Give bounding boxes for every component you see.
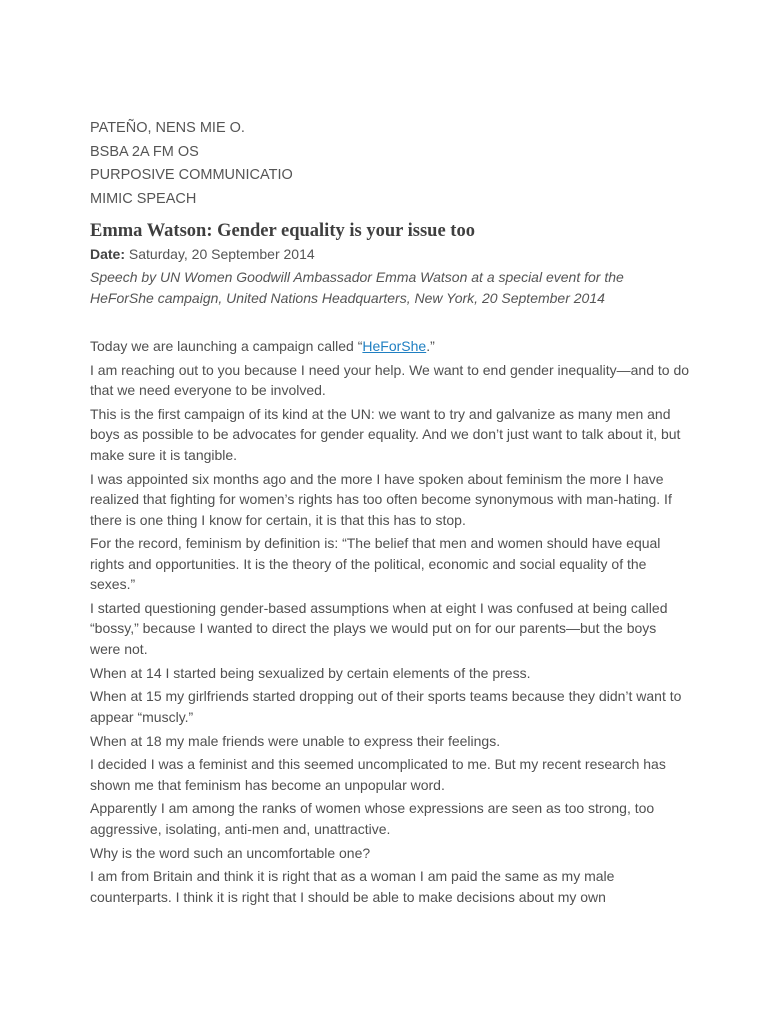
- document-page: [90, 117, 690, 910]
- paragraph: Why is the word such an uncomfortable one?: [90, 844, 371, 861]
- paragraph-prefix: Today we are launching a campaign called “: [90, 338, 363, 354]
- student-name: PATEÑO, NENS MIE O.: [90, 120, 245, 136]
- paragraph: This is the first campaign of its kind at the UN: we want to try and galvanize as many men and boys as possible to be advocates for gender equality. And we don’t just want to talk about it, but make sure it is tangible.: [90, 405, 681, 463]
- date-value: Saturday, 20 September 2014: [128, 246, 315, 262]
- paragraph: Apparently I am among the ranks of women whose expressions are seen as too strong, too aggressive, isolating, anti-men and, unattractive.: [90, 800, 655, 837]
- student-header: [90, 117, 690, 211]
- paragraph: When at 15 my girlfriends started dropping out of their sports teams because they didn’t want to appear “muscly.”: [90, 688, 682, 725]
- paragraph: [90, 336, 690, 357]
- article-date: [90, 244, 690, 264]
- paragraph: I decided I was a feminist and this seemed uncomplicated to me. But my recent research has shown me that feminism has become an unpopular word.: [90, 756, 666, 793]
- subject-name: PURPOSIVE COMMUNICATIO: [90, 167, 293, 183]
- paragraph: When at 14 I started being sexualized by certain elements of the press.: [90, 664, 531, 681]
- student-course: BSBA 2A FM OS: [90, 143, 199, 160]
- activity-name: MIMIC SPEACH: [90, 190, 197, 207]
- article-title: Emma Watson: Gender equality is your issue too: [90, 221, 475, 241]
- paragraph-suffix: .”: [426, 338, 435, 354]
- heforshe-link[interactable]: HeForShe: [362, 338, 427, 354]
- article-subtitle: Speech by UN Women Goodwill Ambassador Emma Watson at a special event for the HeForShe campaign, United Nations Headquarters, New York, 20 September 2014: [90, 269, 624, 306]
- speech-body: [90, 336, 690, 907]
- paragraph: I started questioning gender-based assumptions when at eight I was confused at being called “bossy,” because I wanted to direct the plays we would put on for our parents—but the boys were not.: [90, 599, 668, 657]
- paragraph: I was appointed six months ago and the more I have spoken about feminism the more I have realized that fighting for women’s rights has too often become synonymous with man-hating. If there is one thing I know for certain, it is that this has to stop.: [90, 470, 672, 528]
- paragraph: I am from Britain and think it is right that as a woman I am paid the same as my male counterparts. I think it is right that I should be able to make decisions about my own: [90, 868, 615, 905]
- date-label: Date:: [90, 246, 126, 262]
- paragraph: When at 18 my male friends were unable to express their feelings.: [90, 732, 501, 749]
- paragraph: I am reaching out to you because I need your help. We want to end gender inequality—and to do that we need everyone to be involved.: [90, 361, 690, 399]
- paragraph: For the record, feminism by definition is: “The belief that men and women should have equal rights and opportunities. It is the theory of the political, economic and social equality of the sexes.”: [90, 535, 661, 593]
